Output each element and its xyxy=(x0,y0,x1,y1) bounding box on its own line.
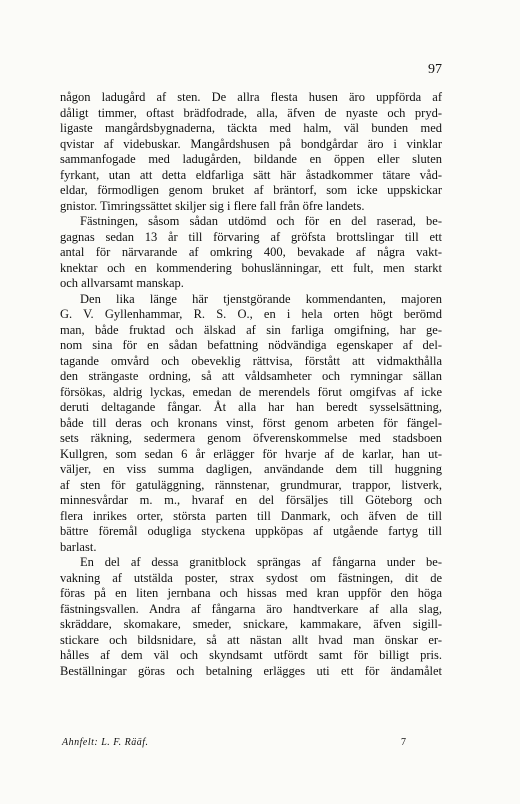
text-line: fyrkant, utan att detta eldfarliga sätt här åstadkommer tätare våd- xyxy=(60,167,442,182)
text-line: dåligt timmer, oftast brädfodrade, alla, äfven de nyaste och pryd- xyxy=(60,105,442,120)
text-line: nom sina för en sådan befattning nödvändiga egenskaper af del- xyxy=(60,338,442,352)
text-line: En del af dessa granitblock sprängas af fångarna under be- xyxy=(80,555,442,569)
text-line: flera inrikes orter, största parten till Danmark, och äfven de till xyxy=(60,508,442,523)
text-line: stickare och bildsnidare, så att nästan allt hvad man önskar er- xyxy=(60,632,442,647)
text-line: Kullgren, som sedan 6 år erlägger för hvarje af de karlar, han ut- xyxy=(60,446,442,461)
text-line: Beställningar göras och betalning erlägges uti ett för ändamålet xyxy=(60,663,442,678)
text-line: knektar och en kommendering bohuslänningar, ett fult, men starkt xyxy=(60,260,442,275)
text-line: sets räkning, sedermera genom öfverenskommelse med stadsboen xyxy=(60,431,442,445)
text-line: Den lika länge här tjenstgörande kommendanten, majoren xyxy=(80,291,442,306)
text-line: qvistar af videbuskar. Mangårdshusen på bondgårdar äro i vinklar xyxy=(60,136,442,151)
text-line: ligaste mangårdsbygnaderna, täckta med halm, väl bunden med xyxy=(60,121,442,135)
text-line: bättre föremål odugliga styckena uppköpas af utgående fartyg till xyxy=(60,524,442,538)
signature-number: 7 xyxy=(401,737,406,748)
text-line: vakning af utstälda poster, strax sydost om fästningen, dit de xyxy=(60,570,442,585)
text-line: skräddare, skomakare, smeder, snickare, kammakare, äfven sigill- xyxy=(60,617,442,631)
text-line: försökas, aldrig lyckas, emedan de merendels förut omgifvas af icke xyxy=(60,384,442,399)
text-line: antal för närvarande af omkring 400, bevakade af några vakt- xyxy=(60,245,442,259)
page-number: 97 xyxy=(428,62,442,77)
text-line: G. V. Gyllenhammar, R. S. O., en i hela orten högt berömd xyxy=(60,307,442,321)
body-text xyxy=(60,90,442,679)
text-line: den strängaste ordning, så att våldsamheter och rymningar sällan xyxy=(60,369,442,383)
text-line: eldar, förmodligen genom bruket af bräntorf, som icke uppskickar xyxy=(60,183,442,197)
text-line: både till deras och kronans vinst, först genom arbeten för fängel- xyxy=(60,415,442,430)
signature-mark: Ahnfelt: L. F. Rääf. xyxy=(62,737,149,748)
text-line: Fästningen, såsom sådan utdömd och för en del raserad, be- xyxy=(80,214,442,228)
text-line: barlast. xyxy=(60,539,97,554)
text-line: man, både fruktad och älskad af sin farliga omgifning, har ge- xyxy=(60,322,442,337)
text-line: gagnas sedan 13 år till förvaring af gröfsta brottslingar till ett xyxy=(60,229,442,244)
text-line: af sten för gatuläggning, rännstenar, grundmurar, trappor, listverk, xyxy=(60,477,442,492)
text-line: gnistor. Timringssättet skiljer sig i flere fall från öfre landets. xyxy=(60,198,365,213)
text-line: deruti deltagande fångar. Åt alla har han beredt sysselsättning, xyxy=(60,400,442,414)
text-line: och allvarsamt manskap. xyxy=(60,276,184,290)
text-line: sammanfogade med ladugården, bildande en öppen eller sluten xyxy=(60,152,442,166)
text-line: fästningsvallen. Andra af fångarna äro handtverkare af alla slag, xyxy=(60,601,442,616)
text-line: minnesvårdar m. m., hvaraf en del försäljes till Göteborg och xyxy=(60,493,442,507)
text-line: någon ladugård af sten. De allra flesta husen äro uppförda af xyxy=(60,90,442,104)
text-line: föras på en liten jernbana och hissas med kran uppför den höga xyxy=(60,586,442,600)
text-line: hålles af dem väl och skyndsamt utfördt samt för billigt pris. xyxy=(60,648,442,662)
text-line: tagande omvård och obeveklig rättvisa, förstått att vidmakthålla xyxy=(60,353,442,368)
text-line: väljer, en viss summa dagligen, användande dem till huggning xyxy=(60,462,442,476)
